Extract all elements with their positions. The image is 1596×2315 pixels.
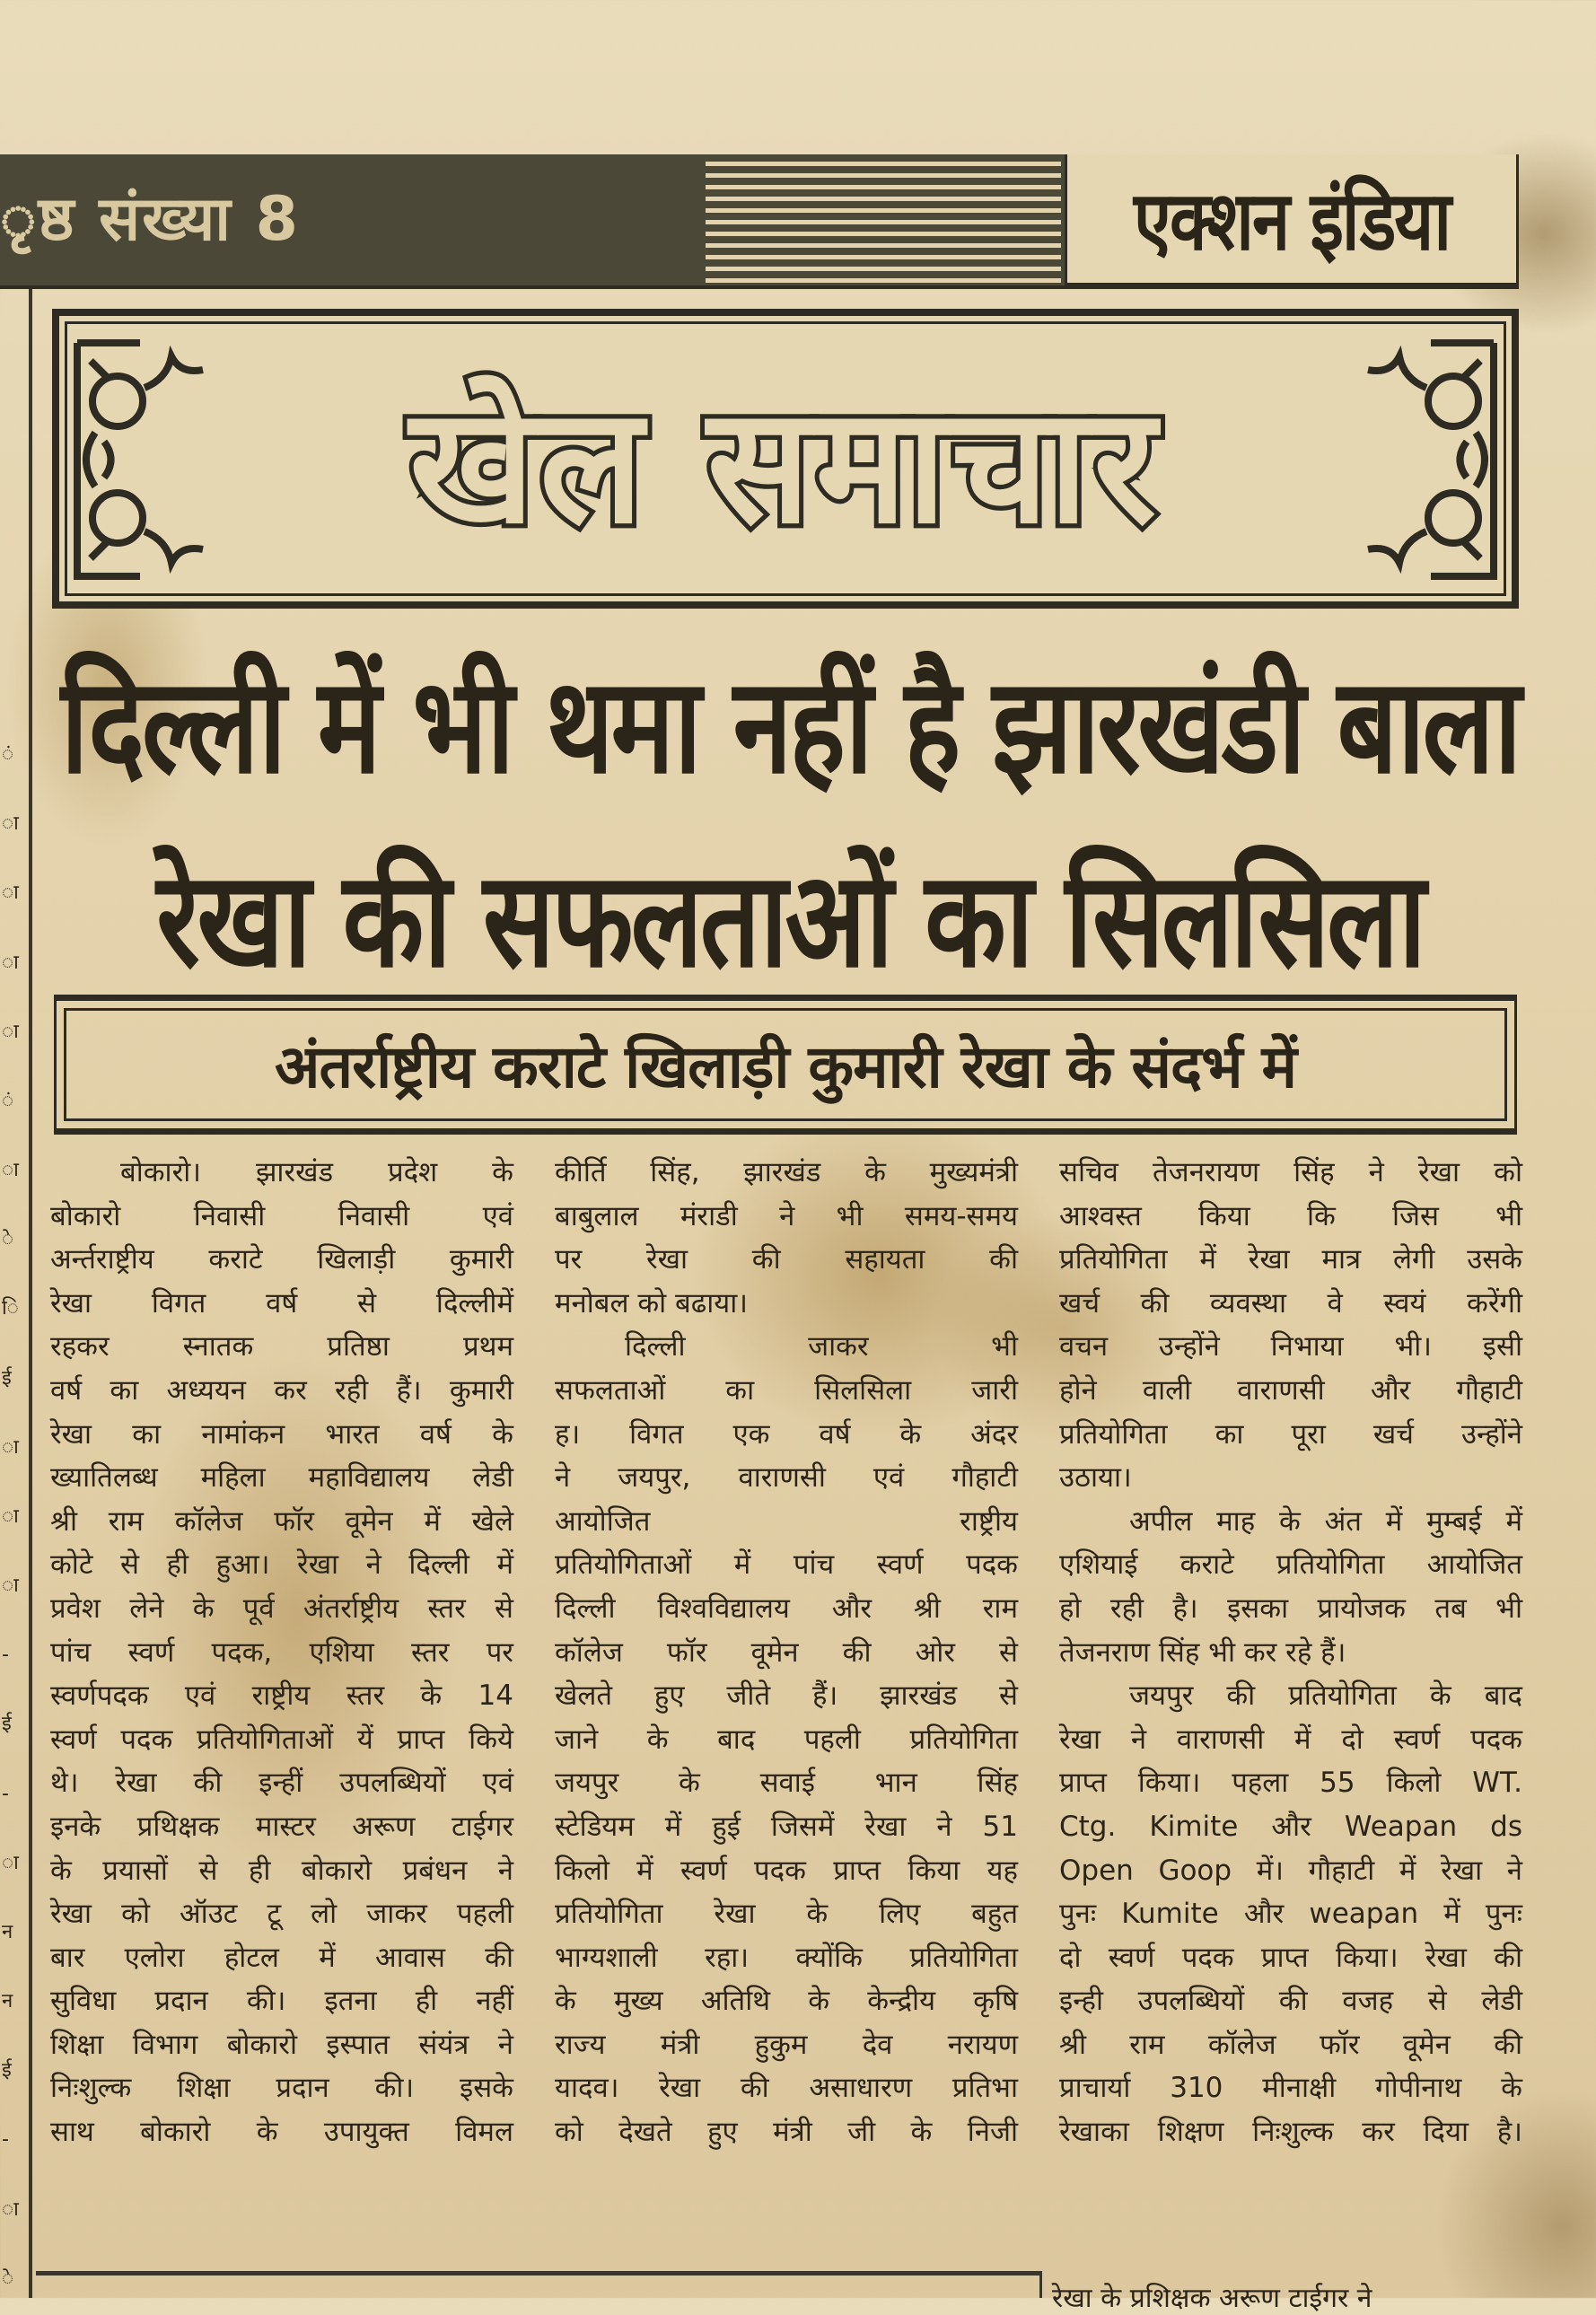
article-text-line: इन्ही उपलब्धियों की वजह से लेडी bbox=[1059, 1985, 1522, 2018]
article-column-1 bbox=[50, 1151, 513, 2298]
article-text-line: श्री राम कॉलेज फॉर वूमेन की bbox=[1059, 2028, 1522, 2061]
article-text-line: जाने के बाद पहली प्रतियोगिता bbox=[555, 1723, 1018, 1756]
fragment-char: - bbox=[2, 1644, 9, 1667]
article-text-line: पर रेखा की सहायता की bbox=[555, 1243, 1018, 1276]
article-text-line: सफलताओं का सिलसिला जारी bbox=[555, 1373, 1018, 1407]
article-column-3 bbox=[1059, 1151, 1522, 2298]
fragment-char: ा bbox=[2, 1504, 19, 1528]
newspaper-name: एक्शन इंडिया bbox=[1133, 172, 1451, 269]
fragment-char: न bbox=[2, 1920, 13, 1943]
fragment-char: ा bbox=[2, 1851, 19, 1874]
article-text-line: शिक्षा विभाग बोकारो इस्पात संयंत्र ने bbox=[50, 2028, 513, 2061]
article-text-line: इनके प्रथिक्षक मास्टर अरूण टाईगर bbox=[50, 1810, 513, 1843]
article-text-line: कॉलेज फॉर वूमेन की ओर से bbox=[555, 1635, 1018, 1669]
article-text-line: सचिव तेजनरायण सिंह ने रेखा को bbox=[1059, 1156, 1522, 1188]
article-text-line: आश्वस्त किया कि जिस भी bbox=[1059, 1199, 1522, 1232]
fragment-char: ा bbox=[2, 1159, 19, 1182]
page-number-label: ृष्ठ संख्या 8 bbox=[0, 184, 300, 255]
fragment-char: ं bbox=[2, 1089, 14, 1112]
article-text-line: तेजनराण सिंह भी कर रहे हैं। bbox=[1059, 1635, 1346, 1669]
article-text-line: जयपुर की प्रतियोगिता के बाद bbox=[1129, 1679, 1522, 1713]
article-text-line: स्टेडियम में हुई जिसमें रेखा ने 51 bbox=[555, 1810, 1018, 1843]
article-text-line: कोटे से ही हुआ। रेखा ने दिल्ली में bbox=[50, 1548, 513, 1582]
article-text-line: दिल्ली जाकर भी bbox=[625, 1330, 1018, 1364]
article-text-line: पांच स्वर्ण पदक, एशिया स्तर पर bbox=[50, 1635, 513, 1669]
article-text-line: मनोबल को बढाया। bbox=[555, 1286, 748, 1320]
article-text-line: प्रतियोगिता रेखा के लिए बहुत bbox=[555, 1898, 1018, 1931]
article-text-line: श्री राम कॉलेज फॉर वूमेन में खेले bbox=[50, 1504, 513, 1538]
article-text-line: के मुख्य अतिथि के केन्द्रीय कृषि bbox=[555, 1985, 1018, 2018]
article-text-line: को देखते हुए मंत्री जी के निजी bbox=[555, 2116, 1018, 2149]
fragment-char: ा bbox=[2, 1574, 19, 1598]
fragment-char: े bbox=[2, 2267, 14, 2290]
fragment-char: ं bbox=[2, 743, 14, 766]
article-text-line: दिल्ली विश्वविद्यालय और श्री राम bbox=[555, 1592, 1018, 1625]
fragment-char: ि bbox=[2, 1297, 19, 1320]
article-text-line: प्रतियोगिता का पूरा खर्च उन्होंने bbox=[1059, 1417, 1522, 1451]
article-text-line: बोकारो निवासी निवासी एवं bbox=[50, 1199, 513, 1232]
article-text-line: हो रही है। इसका प्रायोजक तब भी bbox=[1059, 1592, 1522, 1625]
fragment-char: े bbox=[2, 1228, 14, 1251]
article-text-line: बोकारो। झारखंड प्रदेश के bbox=[120, 1156, 513, 1188]
article-text-line: रेखा को ऑउट टू लो जाकर पहली bbox=[50, 1898, 513, 1931]
article-text-line: Ctg. Kimite और Weapan ds bbox=[1059, 1810, 1522, 1843]
article-text-line: प्राचार्या 310 मीनाक्षी गोपीनाथ के bbox=[1059, 2072, 1522, 2105]
article-text-line: प्रतियोगिताओं में पांच स्वर्ण पदक bbox=[555, 1548, 1018, 1582]
article-text-line: खेलते हुए जीते हैं। झारखंड से bbox=[555, 1679, 1018, 1713]
article-text-line: प्रवेश लेने के पूर्व अंतर्राष्ट्रीय स्तर से bbox=[50, 1592, 513, 1625]
article-text-line: राज्य मंत्री हुकुम देव नरायण bbox=[555, 2028, 1018, 2061]
article-text-line: स्वर्णपदक एवं राष्ट्रीय स्तर के 14 bbox=[50, 1679, 513, 1713]
fragment-char: ा bbox=[2, 2197, 19, 2221]
article-text-line: होने वाली वाराणसी और गौहाटी bbox=[1059, 1373, 1522, 1407]
subheadline-frame bbox=[64, 1008, 1507, 1121]
article-text-line: खर्च की व्यवस्था वे स्वयं करेंगी bbox=[1059, 1286, 1522, 1320]
article-text-line: ने जयपुर, वाराणसी एवं गौहाटी bbox=[555, 1461, 1018, 1495]
adjacent-column-fragments bbox=[2, 745, 23, 2289]
article-text-line: रेखाका शिक्षण निःशुल्क कर दिया है। bbox=[1059, 2116, 1522, 2149]
fragment-char: ा bbox=[2, 1020, 19, 1043]
fragment-char: ा bbox=[2, 951, 19, 974]
article-text-line: उठाया। bbox=[1059, 1461, 1132, 1495]
article-text-line: यादव। रेखा की असाधारण प्रतिभा bbox=[555, 2072, 1018, 2105]
section-banner bbox=[52, 309, 1519, 609]
subheadline: अंतर्राष्ट्रीय कराटे खिलाड़ी कुमारी रेखा के संदर्भ में bbox=[275, 1032, 1296, 1101]
article-text-line: दो स्वर्ण पदक प्राप्त किया। रेखा की bbox=[1059, 1941, 1522, 1974]
article-text-line: रेखा ने वाराणसी में दो स्वर्ण पदक bbox=[1059, 1723, 1522, 1756]
fragment-char: ा bbox=[2, 881, 19, 905]
article-text-line: रेखा विगत वर्ष से दिल्लीमें bbox=[50, 1286, 513, 1320]
fragment-char: ई bbox=[2, 2059, 12, 2083]
article-text-line: प्रतियोगिता में रेखा मात्र लेगी उसके bbox=[1059, 1243, 1522, 1276]
continued-text-fragment: रेखा के प्रशिक्षक अरूण टाईगर ने bbox=[1052, 2283, 1372, 2314]
article-text-line: बाबुलाल मंराडी ने भी समय-समय bbox=[555, 1199, 1018, 1232]
bottom-rule-vertical bbox=[1039, 2271, 1042, 2298]
article-text-line: स्वर्ण पदक प्रतियोगिताओं यें प्राप्त किये bbox=[50, 1723, 513, 1756]
article-text-line: भाग्यशाली रहा। क्योंकि प्रतियोगिता bbox=[555, 1941, 1018, 1974]
article-column-2 bbox=[555, 1151, 1018, 2298]
article-text-line: कीर्ति सिंह, झारखंड के मुख्यमंत्री bbox=[555, 1156, 1018, 1188]
article-text-line: साथ बोकारो के उपायुक्त विमल bbox=[50, 2116, 513, 2149]
article-text-line: के प्रयासों से ही बोकारो प्रबंधन ने bbox=[50, 1854, 513, 1887]
decorative-stripes bbox=[706, 162, 1061, 285]
masthead-box bbox=[1065, 154, 1519, 285]
section-title: खेल समाचार bbox=[409, 373, 1162, 560]
article-text-line: एशियाई कराटे प्रतियोगिता आयोजित bbox=[1059, 1548, 1522, 1582]
article-text-line: सुविधा प्रदान की। इतना ही नहीं bbox=[50, 1985, 513, 2018]
article-text-line: रेखा का नामांकन भारत वर्ष के bbox=[50, 1417, 513, 1451]
article-text-line: किलो में स्वर्ण पदक प्राप्त किया यह bbox=[555, 1854, 1018, 1887]
headline-line-2: रेखा की सफलताओं का सिलसिला bbox=[156, 842, 1424, 997]
article-text-line: वर्ष का अध्ययन कर रही हैं। कुमारी bbox=[50, 1373, 513, 1407]
fragment-char: - bbox=[2, 1782, 9, 1805]
article-text-line: अर्न्तराष्ट्रीय कराटे खिलाड़ी कुमारी bbox=[50, 1243, 513, 1276]
article-text-line: अपील माह के अंत में मुम्बई में bbox=[1129, 1504, 1522, 1538]
left-column-rule bbox=[29, 289, 32, 2298]
fragment-char: न bbox=[2, 1990, 13, 2013]
article-text-line: वचन उन्होंने निभाया भी। इसी bbox=[1059, 1330, 1522, 1364]
article-text-line: जयपुर के सवाई भान सिंह bbox=[555, 1767, 1018, 1800]
fragment-char: ई bbox=[2, 1713, 12, 1736]
article-text-line: Open Goop में। गौहाटी में रेखा ने bbox=[1059, 1854, 1522, 1887]
page-header bbox=[0, 154, 1519, 289]
headline-line-1: दिल्ली में भी थमा नहीं है झारखंडी बाला bbox=[60, 648, 1520, 803]
article-text-line: आयोजित राष्ट्रीय bbox=[555, 1504, 1018, 1538]
article-text-line: ख्यातिलब्ध महिला महाविद्यालय लेडी bbox=[50, 1461, 513, 1495]
article-text-line: थे। रेखा की इन्हीं उपलब्धियों एवं bbox=[50, 1767, 513, 1800]
subheadline-box bbox=[54, 995, 1517, 1135]
bottom-rule bbox=[36, 2271, 1041, 2276]
article-text-line: निःशुल्क शिक्षा प्रदान की। इसके bbox=[50, 2072, 513, 2105]
fragment-char: ा bbox=[2, 1435, 19, 1459]
article-text-line: ह। विगत एक वर्ष के अंदर bbox=[555, 1417, 1018, 1451]
fragment-char: ा bbox=[2, 812, 19, 836]
article-text-line: पुनः Kumite और weapan में पुनः bbox=[1059, 1898, 1522, 1931]
article-text-line: बार एलोरा होटल में आवास की bbox=[50, 1941, 513, 1974]
article-text-line: प्राप्त किया। पहला 55 किलो WT. bbox=[1059, 1767, 1522, 1800]
article-text-line: रहकर स्नातक प्रतिष्ठा प्रथम bbox=[50, 1330, 513, 1364]
fragment-char: - bbox=[2, 2128, 9, 2152]
fragment-char: ई bbox=[2, 1366, 12, 1390]
